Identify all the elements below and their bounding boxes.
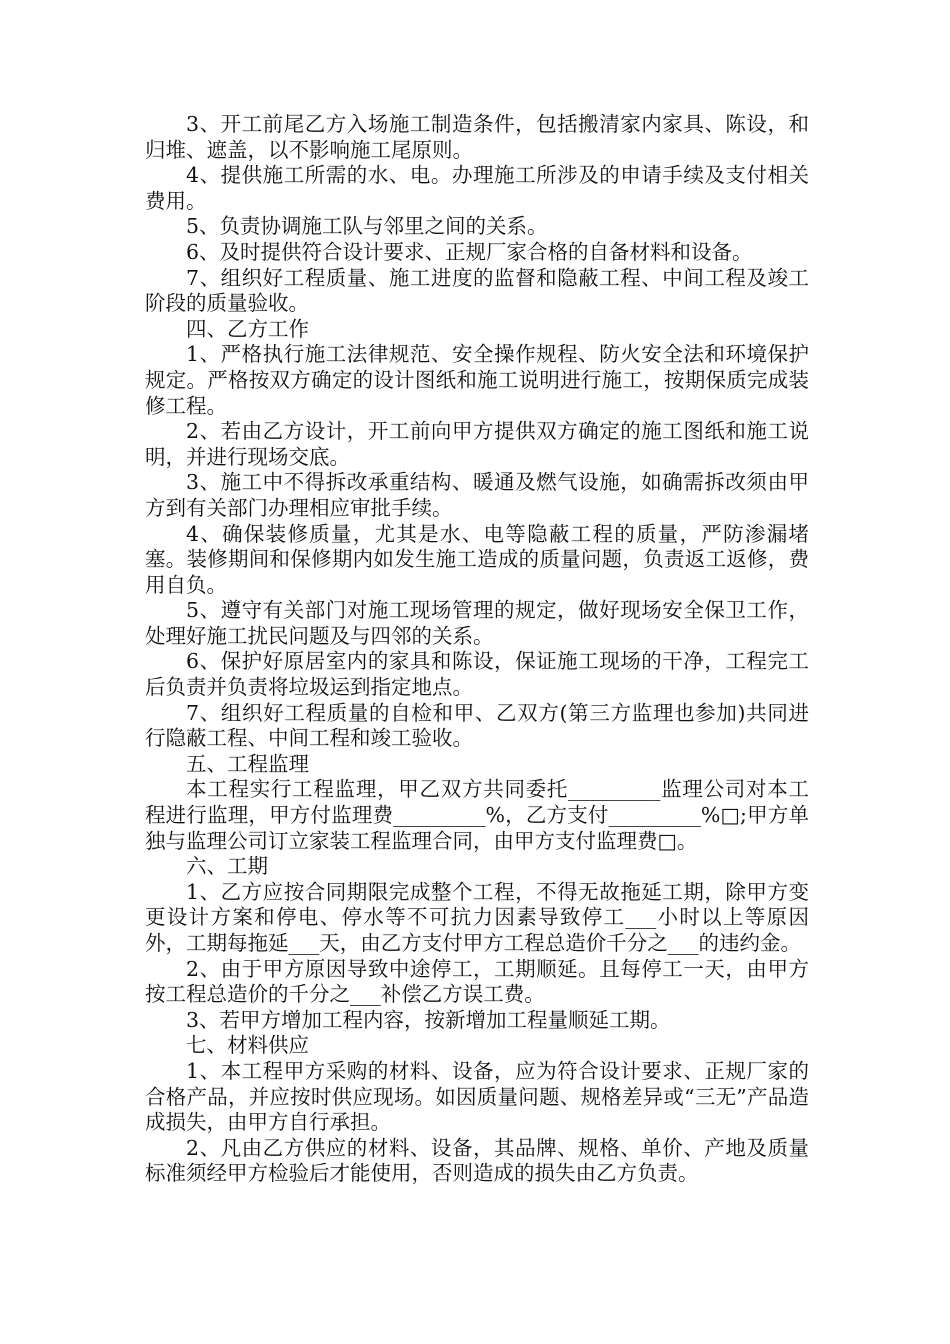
section-heading-yifang-work: 四、乙方工作 [186, 316, 309, 341]
paragraph-supervision: 本工程实行工程监理，甲乙双方共同委托_________监理公司对本工程进行监理，甲方付监理费_________%，乙方支付_________%□;甲方单独与监理公司订立家装工程监理合同，由甲方支付监理费□。 [145, 777, 809, 853]
paragraph-materials-2: 2、凡由乙方供应的材料、设备，其品牌、规格、单价、产地及质量标准须经甲方检验后才能使用，否则造成的损失由乙方负责。 [145, 1135, 809, 1186]
paragraph-yi-4: 4、确保装修质量，尤其是水、电等隐蔽工程的质量，严防渗漏堵塞。装修期间和保修期内如发生施工造成的质量问题，负责返工返修，费用自负。 [145, 521, 809, 597]
paragraph-jia-3: 3、开工前尾乙方入场施工制造条件，包括搬清家内家具、陈设，和归堆、遮盖，以不影响施工尾原则。 [145, 112, 809, 162]
paragraph-yi-6: 6、保护好原居室内的家具和陈设，保证施工现场的干净，工程完工后负责并负责将垃圾运到指定地点。 [145, 649, 809, 700]
document-page [145, 112, 809, 1187]
paragraph-yi-7: 7、组织好工程质量的自检和甲、乙双方(第三方监理也参加)共同进行隐蔽工程、中间工程和竣工验收。 [145, 700, 809, 751]
paragraph-jia-5: 5、负责协调施工队与邻里之间的关系。 [186, 214, 548, 239]
paragraph-yi-5: 5、遵守有关部门对施工现场管理的规定，做好现场安全保卫工作，处理好施工扰民问题及与四邻的关系。 [145, 598, 809, 648]
section-heading-schedule: 六、工期 [186, 854, 268, 879]
paragraph-schedule-1: 1、乙方应按合同期限完成整个工程，不得无故拖延工期，除甲方变更设计方案和停电、停水等不可抗力因素导致停工___小时以上等原因外，工期每拖延___天，由乙方支付甲方工程总造价千分之___的违约金。 [145, 879, 809, 955]
paragraph-jia-6: 6、及时提供符合设计要求、正规厂家合格的自备材料和设备。 [186, 239, 753, 264]
paragraph-jia-7: 7、组织好工程质量、施工进度的监督和隐蔽工程、中间工程及竣工阶段的质量验收。 [145, 265, 809, 316]
paragraph-jia-4: 4、提供施工所需的水、电。办理施工所涉及的申请手续及支付相关费用。 [145, 163, 809, 213]
paragraph-yi-3: 3、施工中不得拆改承重结构、暖通及燃气设施，如确需拆改须由甲方到有关部门办理相应审批手续。 [145, 470, 809, 520]
section-heading-materials: 七、材料供应 [186, 1033, 309, 1058]
paragraph-yi-2: 2、若由乙方设计，开工前向甲方提供双方确定的施工图纸和施工说明，并进行现场交底。 [145, 419, 809, 469]
paragraph-yi-1: 1、严格执行施工法律规范、安全操作规程、防火安全法和环境保护规定。严格按双方确定的设计图纸和施工说明进行施工，按期保质完成装修工程。 [145, 342, 809, 418]
section-heading-supervision: 五、工程监理 [186, 751, 309, 776]
paragraph-schedule-3: 3、若甲方增加工程内容，按新增加工程量顺延工期。 [186, 1007, 671, 1032]
paragraph-schedule-2: 2、由于甲方原因导致中途停工，工期顺延。且每停工一天，由甲方按工程总造价的千分之___补偿乙方误工费。 [145, 956, 809, 1007]
paragraph-materials-1: 1、本工程甲方采购的材料、设备，应为符合设计要求、正规厂家的合格产品，并应按时供应现场。如因质量问题、规格差异或“三无”产品造成损失，由甲方自行承担。 [145, 1058, 809, 1135]
